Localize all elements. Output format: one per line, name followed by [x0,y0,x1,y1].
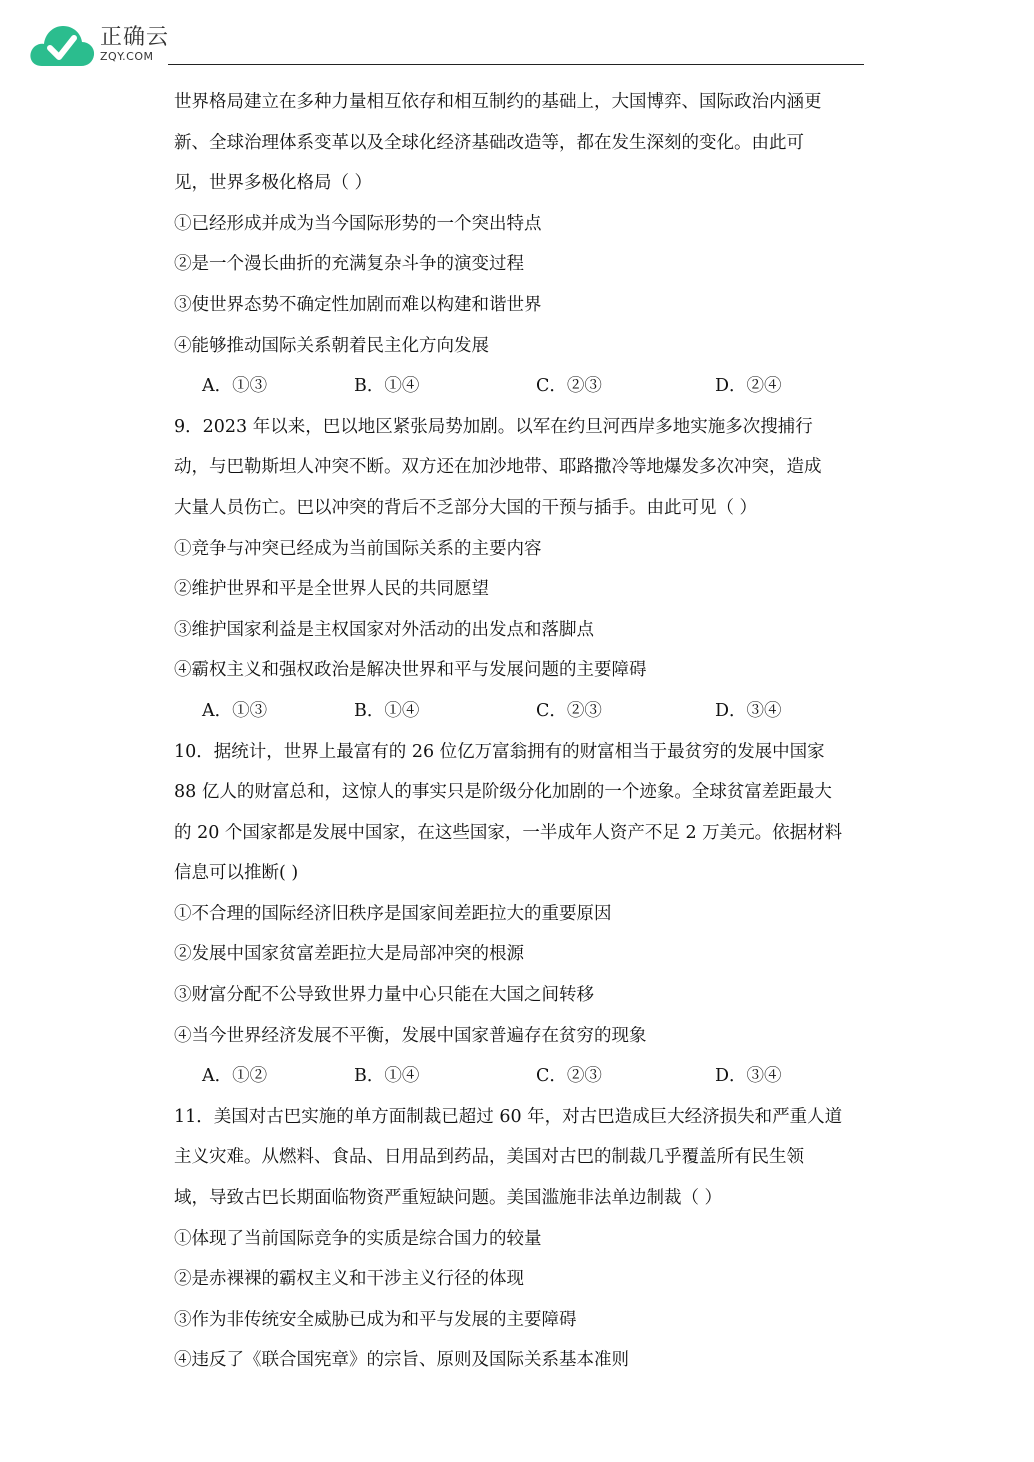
statement-item: ③作为非传统安全威胁已成为和平与发展的主要障碍 [174,1309,577,1330]
statement-item: ②是一个漫长曲折的充满复杂斗争的演变过程 [174,254,524,275]
option-b: B．①④ [354,1066,420,1087]
statement-item: ④违反了《联合国宪章》的宗旨、原则及国际关系基本准则 [174,1350,629,1371]
option-b: B．①④ [354,700,420,721]
brand-name: 正确云 [100,25,170,50]
option-a: A．①③ [202,376,268,397]
brand [100,26,169,64]
statement-item: ①竞争与冲突已经成为当前国际关系的主要内容 [174,538,542,559]
statement-item: ①体现了当前国际竞争的实质是综合国力的较量 [174,1228,542,1249]
question-stem-line: 域，导致古巴长期面临物资严重短缺问题。美国滥施非法单边制裁（ ） [174,1188,723,1209]
question-stem-line: 新、全球治理体系变革以及全球化经济基础改造等，都在发生深刻的变化。由此可 [174,132,804,153]
option-a: A．①③ [202,700,268,721]
statement-item: ③使世界态势不确定性加剧而难以构建和谐世界 [174,294,542,315]
statement-item: ①已经形成并成为当今国际形势的一个突出特点 [174,213,542,234]
exam-content [174,82,864,1381]
statement-item: ③维护国家利益是主权国家对外活动的出发点和落脚点 [174,619,594,640]
option-d: D．③④ [715,1066,782,1087]
answer-options [174,366,864,407]
brand-url: ZQY.COM [100,50,154,63]
option-c: C．②③ [536,376,602,397]
zqy-cloud-logo-icon [28,20,96,72]
question-stem-line: 见，世界多极化格局（ ） [174,173,373,194]
question-stem-line: 9．2023 年以来，巴以地区紧张局势加剧。以军在约旦河西岸多地实施多次搜捕行 [174,416,813,437]
option-b: B．①④ [354,376,420,397]
statement-item: ③财富分配不公导致世界力量中心只能在大国之间转移 [174,985,594,1006]
page-header [28,18,868,74]
question-stem-line: 的 20 个国家都是发展中国家，在这些国家，一半成年人资产不足 2 万美元。依据材料 [174,822,843,843]
statement-item: ②发展中国家贫富差距拉大是局部冲突的根源 [174,944,524,965]
option-d: D．③④ [715,700,782,721]
question-stem-line: 11．美国对古巴实施的单方面制裁已超过 60 年，对古巴造成巨大经济损失和严重人道 [174,1106,843,1127]
answer-options [174,691,864,732]
statement-item: ④能够推动国际关系朝着民主化方向发展 [174,335,489,356]
question-stem-line: 10．据统计，世界上最富有的 26 位亿万富翁拥有的财富相当于最贫穷的发展中国家 [174,741,825,762]
question-stem-line: 信息可以推断( ) [174,863,299,884]
question-stem-line: 大量人员伤亡。巴以冲突的背后不乏部分大国的干预与插手。由此可见（ ） [174,497,758,518]
question-stem-line: 世界格局建立在多种力量相互依存和相互制约的基础上，大国博弈、国际政治内涵更 [174,92,822,112]
question-stem-line: 88 亿人的财富总和，这惊人的事实只是阶级分化加剧的一个迹象。全球贫富差距最大 [174,782,832,803]
statement-item: ①不合理的国际经济旧秩序是国家间差距拉大的重要原因 [174,903,612,924]
statement-item: ②是赤裸裸的霸权主义和干涉主义行径的体现 [174,1269,524,1290]
header-rule [168,64,864,65]
statement-item: ④当今世界经济发展不平衡，发展中国家普遍存在贫穷的现象 [174,1025,647,1046]
option-d: D．②④ [715,376,782,397]
answer-options [174,1056,864,1097]
option-c: C．②③ [536,700,602,721]
statement-item: ②维护世界和平是全世界人民的共同愿望 [174,579,489,600]
option-a: A．①② [202,1066,268,1087]
question-stem-line: 主义灾难。从燃料、食品、日用品到药品，美国对古巴的制裁几乎覆盖所有民生领 [174,1147,804,1168]
statement-item: ④霸权主义和强权政治是解决世界和平与发展问题的主要障碍 [174,660,647,681]
question-stem-line: 动，与巴勒斯坦人冲突不断。双方还在加沙地带、耶路撒冷等地爆发多次冲突，造成 [174,457,822,478]
option-c: C．②③ [536,1066,602,1087]
